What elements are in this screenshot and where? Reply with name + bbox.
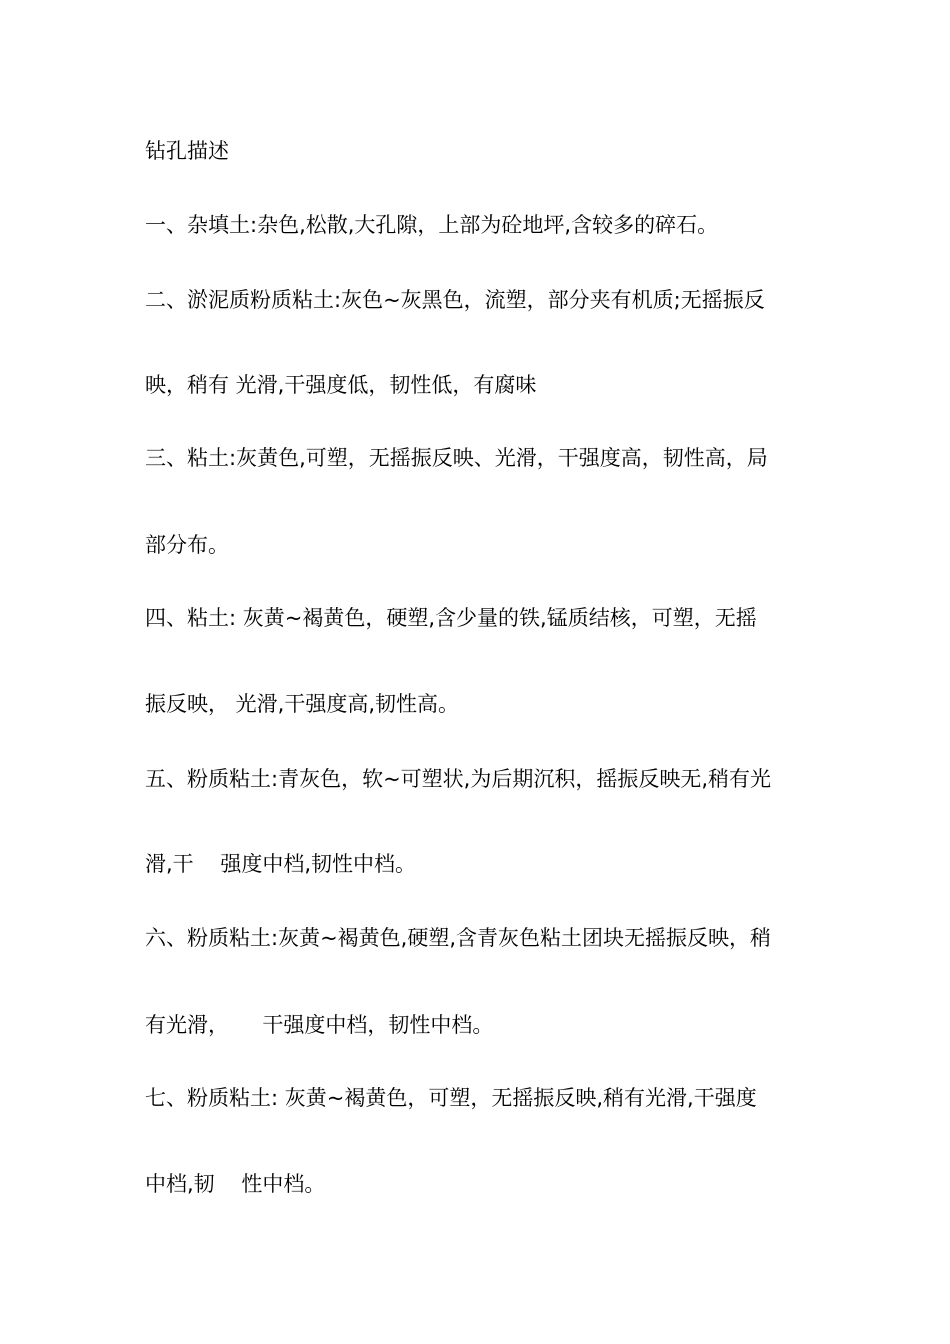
paragraph-line-3: 映，稍有 光滑,干强度低，韧性低，有腐味 [145,373,537,397]
paragraph-line-4: 三、粘土:灰黄色,可塑，无摇振反映、光滑，干强度高，韧性高，局 [145,446,768,470]
paragraph-line-1: 一、杂填土:杂色,松散,大孔隙，上部为砼地坪,含较多的碎石。 [145,213,719,237]
paragraph-line-11: 有光滑， 干强度中档，韧性中档。 [145,1013,494,1037]
paragraph-line-9: 滑,干 强度中档,韧性中档。 [145,852,417,876]
paragraph-line-13: 中档,韧 性中档。 [145,1172,326,1196]
paragraph-line-5: 部分布。 [145,533,229,557]
paragraph-line-12: 七、粉质粘土: 灰黄~褐黄色，可塑，无摇振反映,稍有光滑,干强度 [145,1086,757,1110]
document-title: 钻孔描述 [145,139,229,163]
paragraph-line-8: 五、粉质粘土:青灰色，软~可塑状,为后期沉积，摇振反映无,稍有光 [145,767,772,791]
paragraph-line-7: 振反映， 光滑,干强度高,韧性高。 [145,692,460,716]
paragraph-line-2: 二、淤泥质粉质粘土:灰色~灰黑色，流塑，部分夹有机质;无摇振反 [145,288,765,312]
paragraph-line-6: 四、粘土: 灰黄~褐黄色，硬塑,含少量的铁,锰质结核，可塑，无摇 [145,606,757,630]
paragraph-line-10: 六、粉质粘土:灰黄~褐黄色,硬塑,含青灰色粘土团块无摇振反映，稍 [145,926,772,950]
